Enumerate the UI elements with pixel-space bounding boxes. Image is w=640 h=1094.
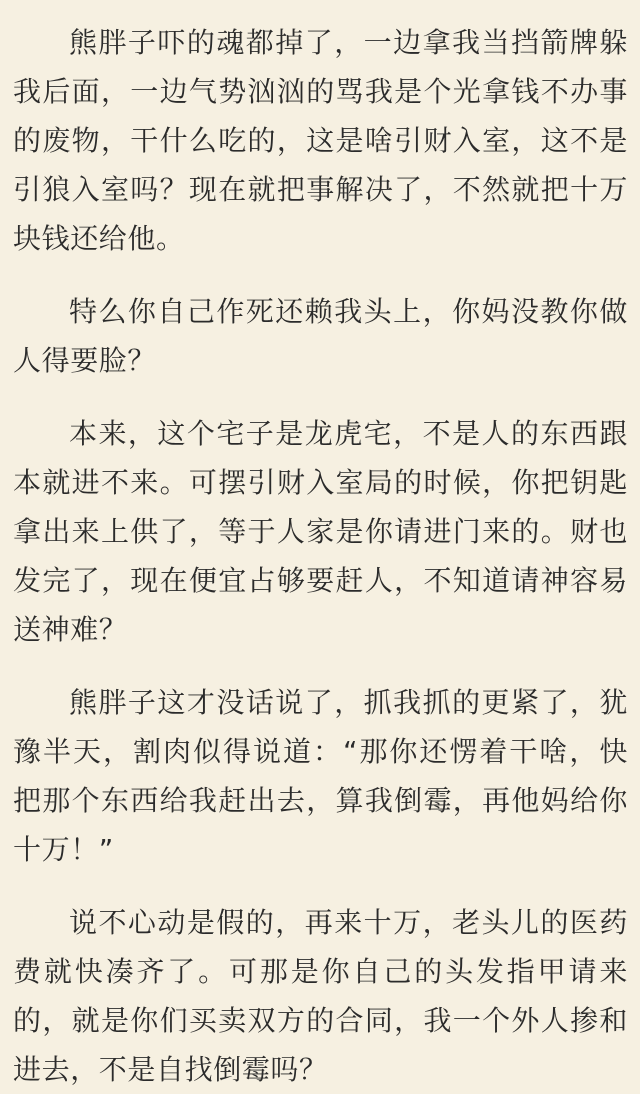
- paragraph-3: 本来，这个宅子是龙虎宅，不是人的东西跟本就进不来。可摆引财入室局的时候，你把钥匙拿出来上供了，等于人家是你请进门来的。财也发完了，现在便宜占够要赶人，不知道请神容易送神难？: [13, 417, 628, 646]
- paragraph-1: 熊胖子吓的魂都掉了，一边拿我当挡箭牌躲我后面，一边气势汹汹的骂我是个光拿钱不办事的废物，干什么吃的，这是啥引财入室，这不是引狼入室吗？现在就把事解决了，不然就把十万块钱还给他。: [13, 26, 628, 255]
- paragraph-4: 熊胖子这才没话说了，抓我抓的更紧了，犹豫半天，割肉似得说道：“那你还愣着干啥，快把那个东西给我赶出去，算我倒霉，再他妈给你十万！”: [13, 686, 628, 866]
- paragraph-5: 说不心动是假的，再来十万，老头儿的医药费就快凑齐了。可那是你自己的头发指甲请来的，就是你们买卖双方的合同，我一个外人掺和进去，不是自找倒霉吗？: [13, 906, 628, 1086]
- paragraph-2: 特么你自己作死还赖我头上，你妈没教你做人得要脸？: [13, 295, 628, 377]
